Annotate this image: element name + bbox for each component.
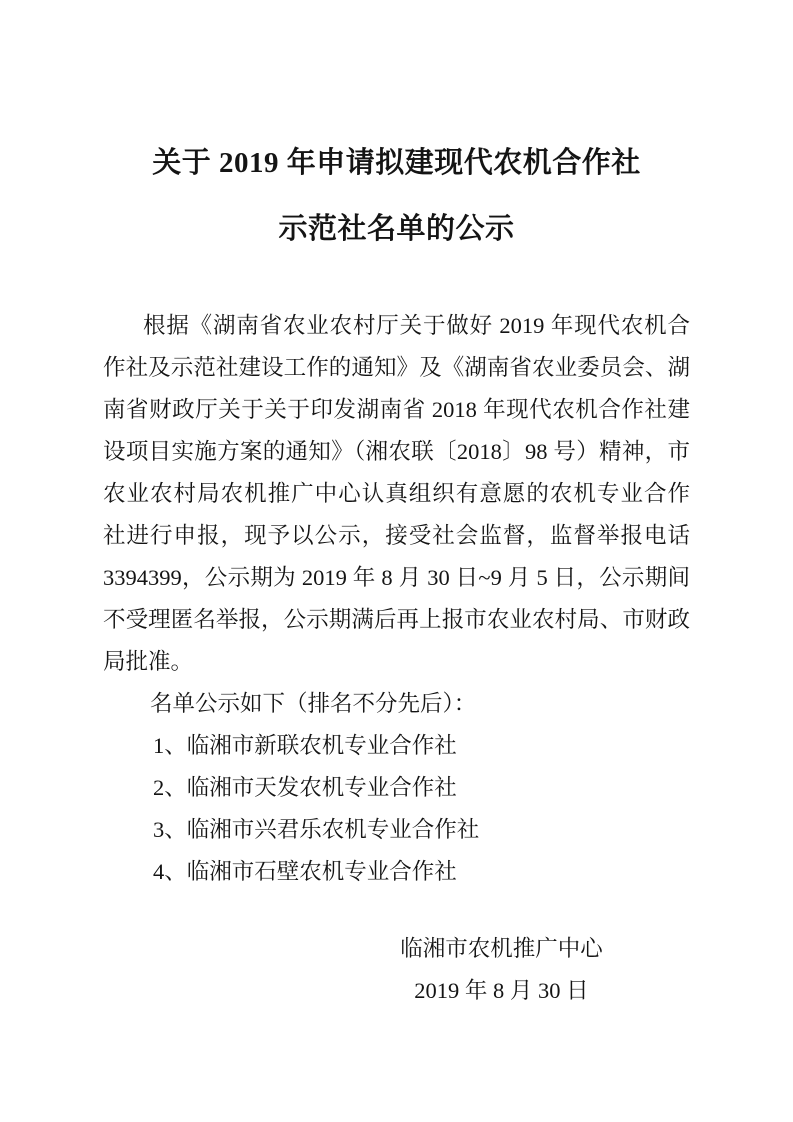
paragraph-line: 作社及示范社建设工作的通知》及《湖南省农业委员会、湖	[103, 355, 690, 380]
doc-title-line-2: 示范社名单的公示	[278, 213, 515, 245]
paragraph-line: 设项目实施方案的通知》（湘农联〔2018〕98 号）精神，市	[103, 439, 690, 464]
doc-body-paragraph	[103, 305, 690, 683]
cooperative-list	[103, 725, 690, 893]
paragraph-line: 3394399，公示期为 2019 年 8 月 30 日~9 月 5 日，公示期间	[103, 565, 690, 590]
paragraph-line: 根据《湖南省农业农村厅关于做好 2019 年现代农机合	[143, 313, 690, 338]
paragraph-line: 局批准。	[103, 649, 194, 674]
list-header: 名单公示如下（排名不分先后）：	[150, 691, 477, 716]
list-item: 4、临湘市石壁农机专业合作社	[153, 859, 457, 884]
list-item: 2、临湘市天发农机专业合作社	[153, 775, 457, 800]
doc-title	[103, 130, 690, 262]
signature-date: 2019 年 8 月 30 日	[414, 978, 589, 1003]
paragraph-line: 社进行申报，现予以公示，接受社会监督，监督举报电话	[103, 523, 690, 548]
paragraph-line: 农业农村局农机推广中心认真组织有意愿的农机专业合作	[103, 481, 690, 506]
signature-organization: 临湘市农机推广中心	[400, 936, 603, 961]
paragraph-line: 南省财政厅关于关于印发湖南省 2018 年现代农机合作社建	[103, 397, 690, 422]
list-item: 3、临湘市兴君乐农机专业合作社	[153, 817, 480, 842]
doc-title-line-1: 关于 2019 年申请拟建现代农机合作社	[152, 147, 641, 179]
signature-block	[103, 928, 690, 1012]
list-item: 1、临湘市新联农机专业合作社	[153, 733, 457, 758]
paragraph-line: 不受理匿名举报，公示期满后再上报市农业农村局、市财政	[103, 607, 690, 632]
